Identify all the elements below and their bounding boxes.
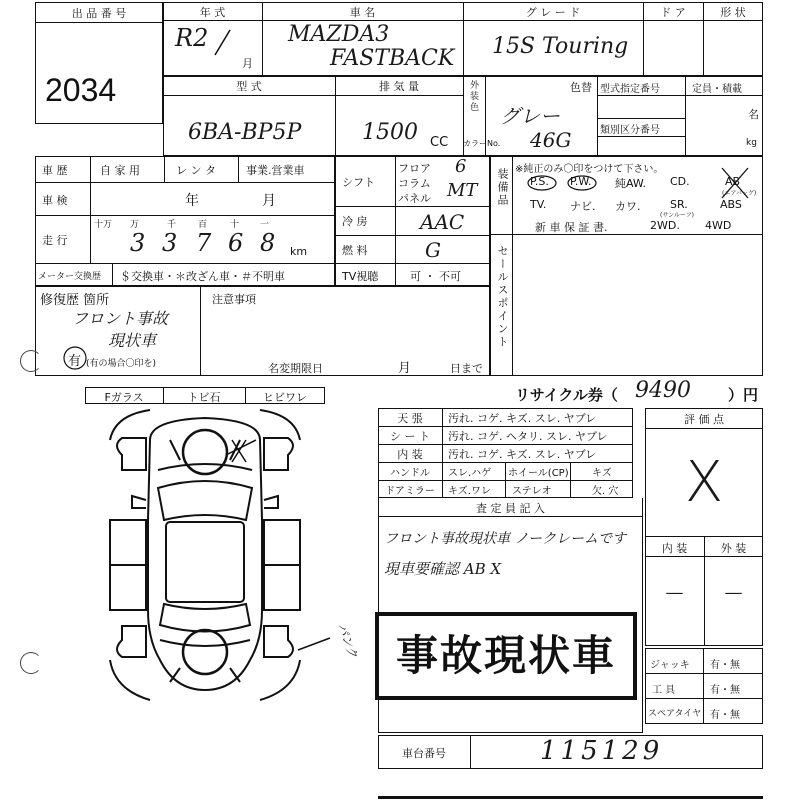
inspector-line1: フロント事故現状車 ノークレームです <box>384 531 627 547</box>
repair-has-note: (有の場合〇印を) <box>86 359 157 369</box>
car-diagram <box>0 0 1 1</box>
ac-value: AAC <box>420 210 465 234</box>
interior-label: 内 装 <box>661 542 688 555</box>
condition-row-value: 汚れ. コゲ. ヘタリ. スレ. ヤブレ <box>448 430 608 443</box>
tv-options: 可 ・ 不可 <box>410 270 461 283</box>
rental-label: レ ン タ <box>176 164 216 177</box>
shift-panel: パネル <box>398 192 431 205</box>
condition-row-value: 汚れ. コゲ. キズ. スレ. ヤブレ <box>448 412 597 425</box>
equip-2wd: 2WD. <box>650 219 680 232</box>
color-no-label: カラーNo. <box>463 139 501 148</box>
equip-tv: TV. <box>530 198 547 211</box>
equip-cd: CD. <box>670 175 690 188</box>
mileage-digit: 8 <box>260 229 276 257</box>
fuel-label: 燃 料 <box>342 244 368 257</box>
year-value: R2 <box>175 24 209 52</box>
score-label: 評 価 点 <box>684 413 724 426</box>
bottom-rule <box>378 796 763 799</box>
accident-stamp-text: 事故現状車 <box>395 631 616 680</box>
spare-label: スペアタイヤ <box>648 709 702 719</box>
business-label: 事業.営業車 <box>246 164 305 177</box>
equip-warranty: 新 車 保 証 書. <box>535 221 608 234</box>
crack-label: ヒビワレ <box>263 391 307 404</box>
sales-point-box <box>490 235 763 376</box>
equip-pw: P.W. <box>570 175 592 188</box>
jack-label: ジャッキ <box>650 660 690 671</box>
mirror-value: キズ.ワレ <box>448 486 491 497</box>
shift-label: シフト <box>342 176 375 189</box>
mileage-digit: 7 <box>196 229 212 257</box>
accident-stamp <box>375 612 637 700</box>
sales-point-label: セールスポイント <box>496 245 509 349</box>
capacity-label: 定員・積載 <box>692 84 742 95</box>
lot-number-label: 出 品 番 号 <box>71 7 127 20</box>
color-value: グレー <box>500 104 560 128</box>
type-label: 型 式 <box>236 80 262 93</box>
ac-label: 冷 房 <box>342 215 368 228</box>
condition-row-label: シ ー ト <box>390 430 430 443</box>
wheel-value: キズ <box>592 468 612 479</box>
shift-floor: フロア <box>398 162 431 175</box>
model-line1: MAZDA3 <box>288 22 390 47</box>
year-label: 年 式 <box>199 6 226 19</box>
displacement-unit: CC <box>430 135 449 150</box>
chip-label: トビ石 <box>187 391 221 404</box>
equip-leather: カワ. <box>615 200 641 213</box>
meter-label: メーター交換歴 <box>38 272 102 282</box>
notes-label: 注意事項 <box>212 293 256 306</box>
recycle-value: 9490 <box>635 378 691 403</box>
chassis-value: 115129 <box>540 736 664 766</box>
color-change-label: 色替 <box>570 81 592 94</box>
digit-label: 十 <box>230 220 240 230</box>
score-value: X <box>684 450 724 515</box>
digit-label: 十万 <box>94 220 113 230</box>
type-cert-label: 型式指定番号 <box>600 84 660 95</box>
tool-label: 工 具 <box>652 685 676 696</box>
equip-sr: SR. <box>670 198 688 211</box>
tool-option: 有・無 <box>710 685 740 696</box>
lot-number: 2034 <box>45 72 117 108</box>
chassis-label: 車台番号 <box>402 747 446 760</box>
punch-hole-icon <box>20 350 42 372</box>
equip-navi: ナビ. <box>570 200 596 213</box>
stereo-label: ステレオ <box>512 486 552 497</box>
mileage-digit: 3 <box>162 229 178 257</box>
model-line2: FASTBACK <box>330 46 455 71</box>
repair-has-label: 有 <box>68 354 82 369</box>
category-label: 類別区分番号 <box>600 125 660 136</box>
tv-label: TV視聴 <box>342 270 379 283</box>
inspection-month-unit: 月 <box>262 193 276 209</box>
condition-row-label: 内 装 <box>397 448 423 461</box>
jack-option: 有・無 <box>710 660 740 671</box>
recycle-label: リサイクル券（ <box>515 386 618 404</box>
digit-label: 百 <box>198 220 208 230</box>
equip-abs: ABS <box>720 198 742 211</box>
exterior-label: 外 装 <box>720 542 747 555</box>
inspection-year-unit: 年 <box>185 193 199 209</box>
inspector-label: 査 定 員 記 入 <box>476 502 545 515</box>
change-deadline-label: 名変期限日 <box>268 362 323 375</box>
front-glass-label: Fガラス <box>104 391 144 404</box>
equip-ps: P.S. <box>530 175 549 188</box>
shape-label: 形 状 <box>720 6 746 19</box>
condition-row-value: 汚れ. コゲ. キズ. スレ. ヤブレ <box>448 448 597 461</box>
model-name-label: 車 名 <box>349 6 376 19</box>
recycle-unit: ）円 <box>728 386 759 404</box>
displacement-label: 排 気 量 <box>379 80 419 93</box>
repair-label: 修復歴 箇所 <box>40 293 110 308</box>
type-value: 6BA-BP5P <box>188 120 302 145</box>
equip-ab-note: (エアバッグ) <box>722 190 757 197</box>
door-label: ド ア <box>660 6 686 19</box>
mirror-label: ドアミラー <box>385 486 435 497</box>
shift-column: コラム <box>398 177 431 190</box>
digit-label: 万 <box>130 220 140 230</box>
diagram-mark-note: パンク <box>334 621 361 660</box>
spare-option: 有・無 <box>710 710 740 721</box>
change-deadline-month: 月 <box>398 361 412 376</box>
exterior-value: — <box>724 582 743 603</box>
mileage-grid <box>90 215 290 263</box>
digit-label: 千 <box>167 220 177 230</box>
meter-options: ＄交換車・＊改ざん車・＃不明車 <box>120 270 285 283</box>
repair-text-line1: フロント事故 <box>72 309 169 328</box>
mileage-digit: 6 <box>228 229 244 257</box>
digit-label: 一 <box>260 220 270 230</box>
km-unit: km <box>290 245 308 258</box>
displacement-value: 1500 <box>362 120 418 145</box>
year-month-unit: 月 <box>242 57 253 70</box>
exterior-color-label: 外装色 <box>468 80 478 113</box>
punch-hole-icon <box>20 652 42 674</box>
mileage-label: 走 行 <box>42 234 68 247</box>
fuel-value: G <box>425 238 441 262</box>
grade-label: グ レ ー ド <box>525 6 581 19</box>
handle-value: スレ.ハゲ <box>448 468 492 479</box>
people-unit: 名 <box>748 108 759 121</box>
shift-number: 6 <box>455 156 467 177</box>
wheel-label: ホイール(CP) <box>508 468 569 479</box>
private-label: 自 家 用 <box>100 164 140 177</box>
equipment-label: 装備品 <box>496 168 509 207</box>
grade-value: 15S Touring <box>492 34 629 59</box>
change-deadline-until: 日まで <box>450 362 483 375</box>
repair-text-line2: 現状車 <box>108 331 157 350</box>
history-label: 車 歴 <box>42 164 68 177</box>
equip-aw: 純AW. <box>615 177 647 190</box>
color-no-value: 46G <box>530 128 572 152</box>
shift-value: MT <box>447 180 478 201</box>
inspection-label: 車 検 <box>42 194 68 207</box>
equip-sr-note: (サンルーフ) <box>660 212 694 219</box>
interior-value: — <box>665 582 684 603</box>
kg-unit: kg <box>746 138 757 148</box>
handle-label: ハンドル <box>390 468 430 479</box>
equip-4wd: 4WD <box>705 219 732 232</box>
mileage-digit: 3 <box>130 229 146 257</box>
inspector-line2: 現車要確認 AB X <box>384 560 502 578</box>
stereo-value: 欠. 穴 <box>592 486 619 497</box>
condition-row-label: 天 張 <box>397 412 423 425</box>
equip-ab: AB <box>725 175 741 188</box>
equipment-note: ※純正のみ〇印をつけて下さい。 <box>515 164 664 175</box>
